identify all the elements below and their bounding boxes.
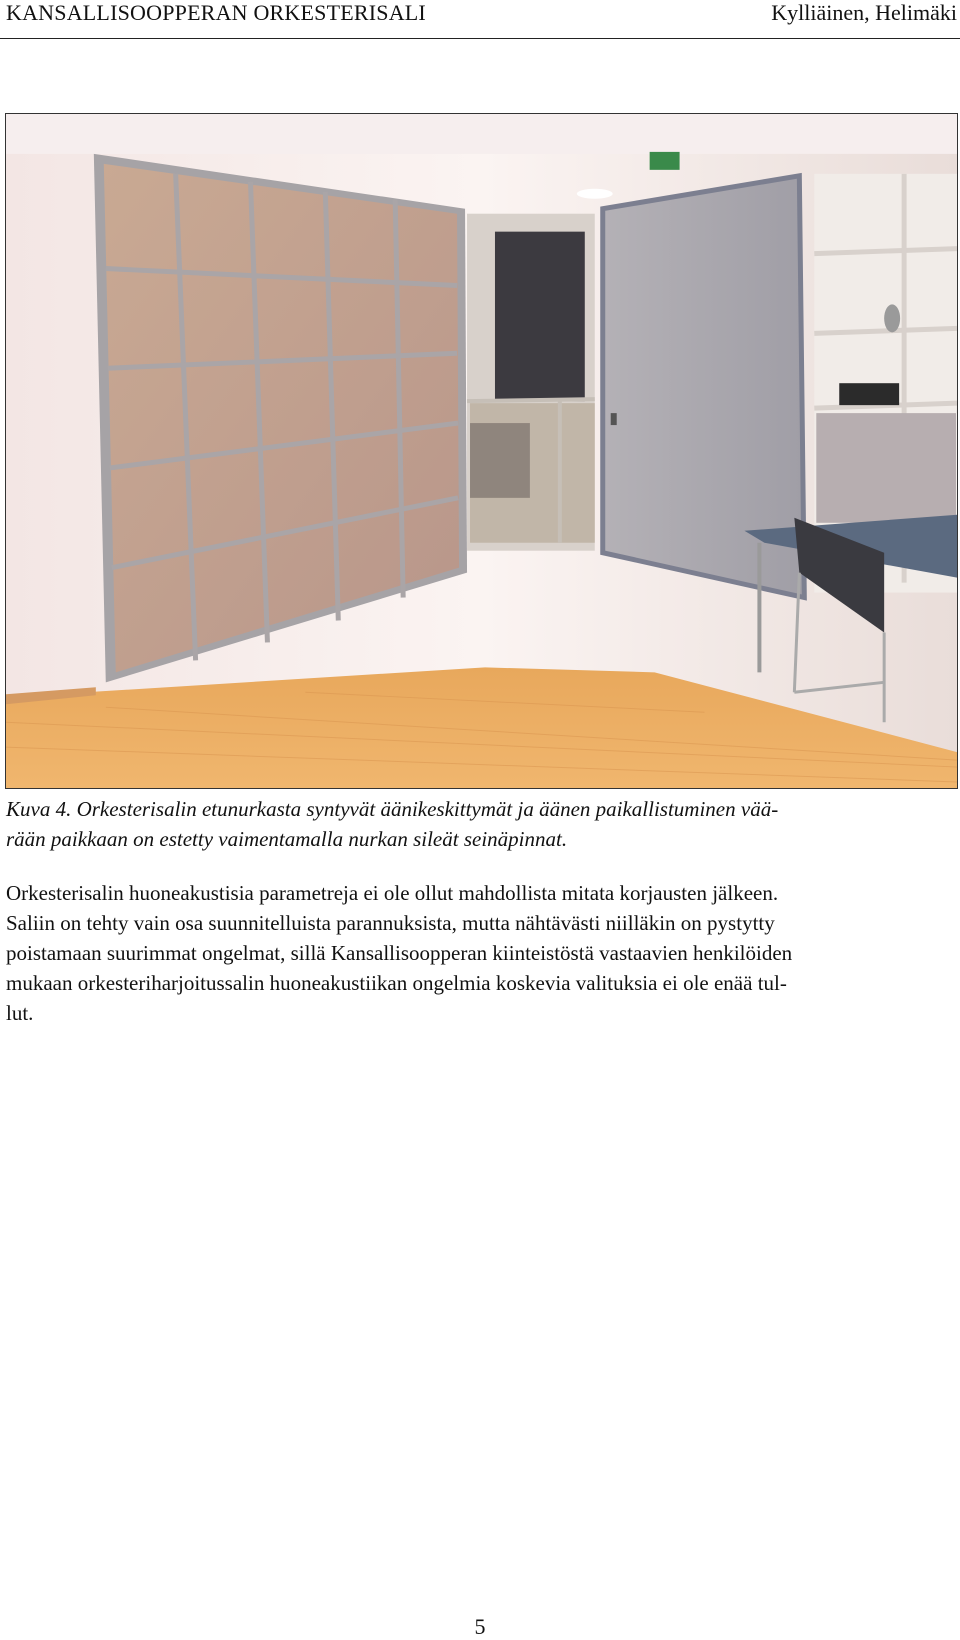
paragraph-line: poistamaan suurimmat ongelmat, sillä Kansallisoopperan kiinteistöstä vastaavien henkilöiden [6,941,793,965]
paragraph-line: Orkesterisalin huoneakustisia parametreja ei ole ollut mahdollista mitata korjausten jälkeen. [6,881,779,905]
header-title: KANSALLISOOPPERAN ORKESTERISALI [6,0,426,25]
paragraph-line: mukaan orkesteriharjoitussalin huoneakustiikan ongelmia koskevia valituksia ei ole enää tul- [6,971,787,995]
body-paragraph [6,878,956,1028]
page-number: 5 [474,1614,486,1639]
paragraph-line: lut. [6,1001,34,1025]
caption-line: Kuva 4. Orkesterisalin etunurkasta syntyvät äänikeskittymät ja äänen paikallistuminen vää- [6,797,779,821]
room-photo [5,113,958,789]
running-header [0,0,960,39]
paragraph-line: Saliin on tehty vain osa suunnitelluista parannuksista, mutta nähtävästi niilläkin on pystytty [6,911,775,935]
header-authors: Kylliäinen, Helimäki [771,0,957,25]
figure-caption [6,794,956,854]
caption-line: rään paikkaan on estetty vaimentamalla nurkan sileät seinäpinnat. [6,827,568,851]
room-photo-illustration [6,114,957,788]
